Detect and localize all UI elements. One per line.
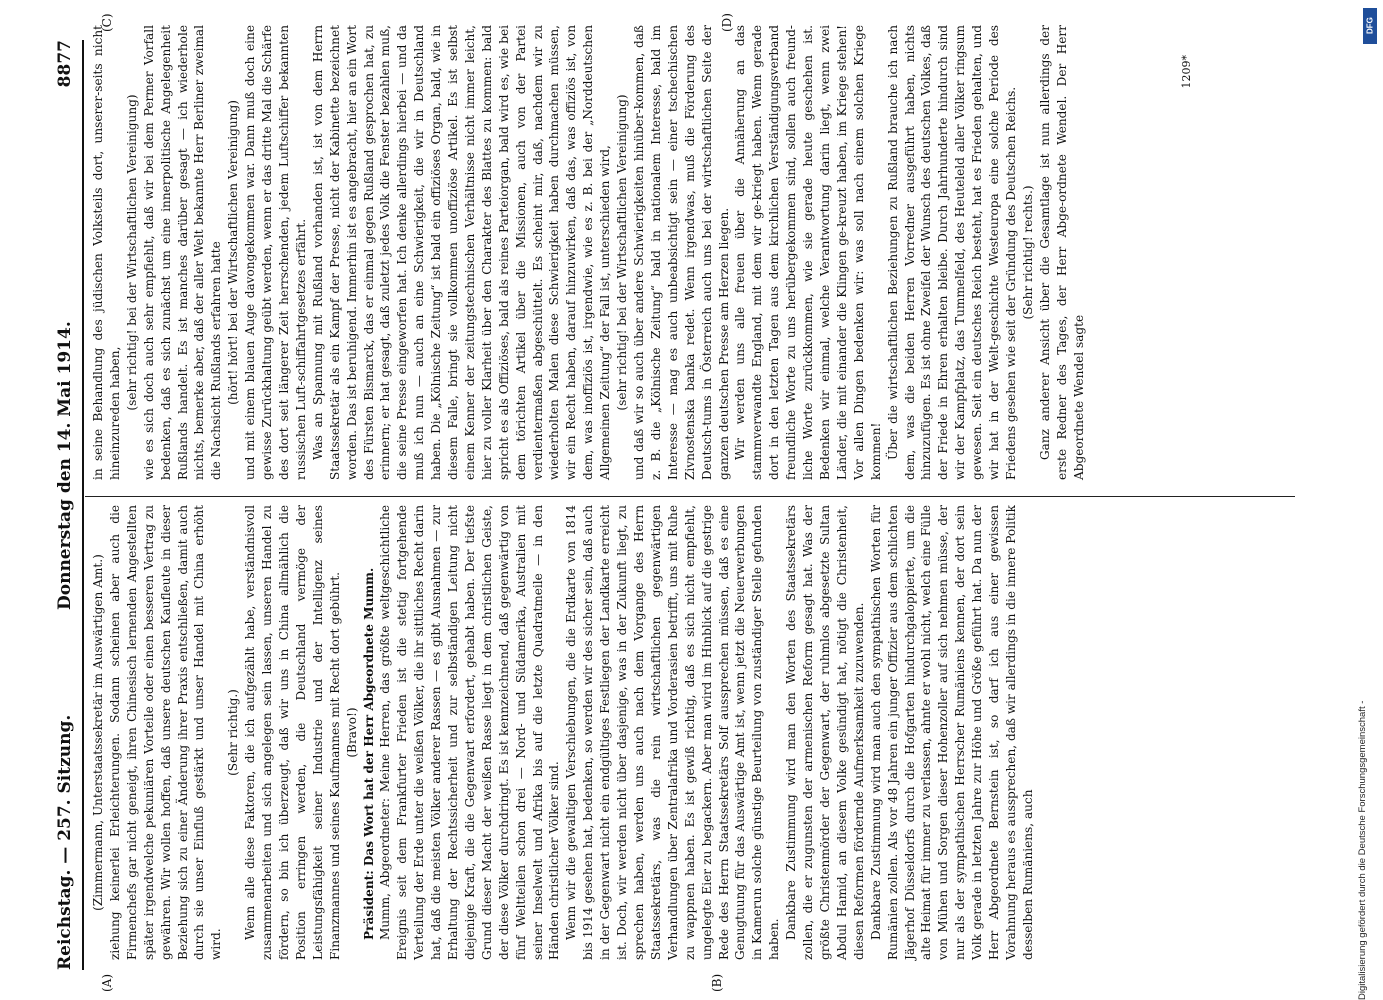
header-left: Reichstag. — 257. Sitzung. (55, 714, 75, 970)
paragraph: Wenn wir die gewaltigen Verschiebungen, die die Erdkarte von 1814 bis 1914 gesehen hat, bedenken, so werden wir des sicher sein, daß auch in der Gegenwart nicht ein endgültiges Festliegen der Landkarte erreicht ist. Doch, wir werden nicht über dasjenige, was in der Zukunft liegt, zu sprechen haben, werden uns auch nach dem Vorgange des Herrn Staatssekretärs, was die rein wirtschaftlichen gegenwärtigen Verhandlungen über Zentralafrika und Vorderasien betrifft, uns mit Ruhe zu wappnen haben. Es ist gewiß richtig, daß es sich nicht empfiehlt, ungelegte Eier zu begackern. Aber man wird im Hinblick auf die gestrige Rede des Herrn Staatssekretärs Solf aussprechen müssen, daß es eine Genugtuung für das Auswärtige Amt ist, wenn jetzt die Neuerwerbungen in Kamerun solche günstige Beurteilung von zuständiger Stelle gefunden haben. (564, 505, 782, 960)
column-divider (85, 496, 1295, 497)
paragraph: Ganz anderer Ansicht über die Gesamtlage ist nun allerdings der erste Redner des Tages, der Herr Abge-ordnete Wendel. Der Herr Abgeordnete Wendel sagte (1037, 25, 1086, 480)
header-date: Donnerstag den 14. Mai 1914. (55, 321, 75, 610)
margin-mark-c: (C) (100, 13, 114, 32)
paragraph: Was an Spannung mit Rußland vorhanden ist, ist von dem Herrn Staatssekretär als ein Kampf der Presse, nicht der Kabinette bezeichnet worden. Das ist beruhigend. Immerhin ist es angebracht, hier an ein Wort des Fürsten Bismarck, das er einmal gegen Rußland gesprochen hat, zu erinnern; er hat gesagt, daß zuletzt jedes Volk die Fenster bezahlen muß, die seine Presse eingeworfen hat. Ich denke allerdings hierbei — und da muß ich nun — auch an eine Schwierigkeit, die wir in Deutschland haben. Die „Kölnische Zeitung“ ist bald ein offiziöses Organ, bald, wie in diesem Falle, bringt sie vollkommen unoffiziöse Artikel. Es ist selbst einem Kenner der zeitungstechnischen Verhältnisse nicht immer leicht, hier zu voller Klarheit über den Charakter des Blattes zu kommen: bald spricht es als Offiziöses, bald als reines Parteiorgan, bald wird es, wie bei dem törichten Artikel über die Missionen, auch von der Partei verdientermaßen abgeschüttelt. Es scheint mir, daß, nachdem wir zu wiederholten Malen diese Schwierigkeit haben durchmachen müssen, wir ein Recht haben, darauf hinzuwirken, daß das, was offiziös ist, von dem, was inoffiziös ist, irgendwie, wie es z. B. bei der „Norddeutschen Allgemeinen Zeitung“ der Fall ist, unterschieden wird, (310, 25, 613, 480)
signature-mark: 1209* (1180, 55, 1193, 89)
column-left (90, 505, 1037, 960)
interjection: (Sehr richtig! rechts.) (1020, 185, 1035, 320)
interjection: (Bravo!) (344, 707, 359, 758)
margin-mark-a: (A) (100, 973, 114, 992)
paragraph: Dankbare Zustimmung wird man den Worten des Staatssekretärs zollen, die er zugunsten der armenischen Reform gesagt hat. Was der größte Christenmörder der Gegenwart, der ruhmlos abgesetzte Sultan Abdul Hamid, an diesem Volke gesündigt hat, nötigt die Christenheit, diesen Reformen fördernde Aufmerksamkeit zuzuwenden. (784, 505, 866, 960)
header-rule (82, 40, 84, 970)
dfg-logo: DFG (1363, 8, 1377, 44)
column-right (90, 25, 1087, 480)
paragraph: Dankbare Zustimmung wird man auch den sympathischen Worten für Rumänien zollen. Als vor 48 Jahren ein junger Offizier aus dem schlichten Jägerhof Düsseldorfs durch die Hofgarten hindurchgaloppierte, um die alte Heimat für immer zu verlassen, ahnte er wohl nicht, welch eine Fülle von Mühen und Sorgen dieser Hohenzoller auf sich nehmen müsse, der nur als der sympathischen Herrscher Rumäniens kennen, der dort sein Volk gerade in letzten Jahre zur Höhe und Größe geführt hat. Da nun der Herr Abgeordnete Bernstein ist, so darf ich aus einer gewissen Vorahnung heraus es aussprechen, daß wir allerdings in die innere Politik desselben Rumäniens, auch (868, 505, 1035, 960)
paragraph: und daß wir so auch über andere Schwierigkeiten hinüber-kommen, daß z. B. die „Kölnische Zeitung“ bald in nationalem Interesse, bald im Interesse — mag es auch unbeabsichtigt sein — einer tschechischen Zivnostenska banka redet. Wenn irgendwas, muß die Förderung des Deutsch-tums in Österreich auch uns bei der wirtschaftlichen Seite der ganzen deutschen Presse am Herzen liegen. (632, 25, 731, 480)
margin-mark-d: (D) (720, 13, 734, 32)
paragraph: Mumm, Abgeordneter: Meine Herren, das größte weltgeschichtliche Ereignis seit dem Frankfurter Frieden ist die stetig fortgehende Verteilung der Erde unter die weißen Völker, die ihr sittliches Recht darin hat, daß die meisten Völker anderer Rassen — es gibt Ausnahmen — zur Erhaltung der Rechtssicherheit und zur selbständigen Leitung nicht diejenige Kraft, die die Gegenwart erfordert, gehabt haben. Der tiefste Grund dieser Macht der weißen Rasse liegt in dem christlichen Geiste, der diese Völker durchdringt. Es ist kennzeichnend, daß gegenwärtig von fünf Weltteilen schon drei — Nord- und Südamerika, Australien mit seiner Inselwelt und Afrika bis auf die letzte Quadratmeile — in den Händen christlicher Völker sind. (378, 505, 562, 960)
page-header (55, 40, 81, 970)
credit-text: Digitalisierung gefördert durch die Deutsche Forschungsgemeinschaft - (1357, 700, 1368, 1000)
paragraph: wie es sich doch auch sehr empfiehlt, daß wir bei dem Permer Vorfall bedenken, daß es sich zunächst um eine innerpolitische Angelegenheit Rußlands handelt. Es ist manches darüber gesagt — ich wiederhole nichts, bemerke aber, daß der aller Welt bekannte Herr Berliner zweimal die Nachsicht Rußlands erfahren hatte (141, 25, 224, 480)
paragraph: Wir werden uns alle freuen über die Annäherung an das stammverwandte England, mit dem wir ge-kriegt haben. Wenn gerade dort in den letzten Tagen aus dem kirchlichen Verständigungsverband freundliche Worte zu uns herübergekommen sind, sollen auch freund-liche Worte zurückkommen, wie sie gerade heute geschehen ist. Bedenken wir einmal, welche Verantwortung darin liegt, wenn zwei Länder, die mit einander die Klingen ge-kreuzt haben, im Kriege stehen! Vor allen Dingen bedenken wir: was soll nach einem solchen Kriege kommen! (733, 25, 883, 480)
speaker-head: (Zimmermann, Unterstaatssekretär im Auswärtigen Amt.) (91, 554, 105, 911)
interjection: (sehr richtig! bei der Wirtschaftlichen Vereinigung) (615, 94, 630, 411)
interjection: (sehr richtig! bei der Wirtschaftlichen Vereinigung) (124, 94, 139, 411)
interjection: (hört! hört! bei der Wirtschaftlichen Vereinigung) (226, 100, 241, 405)
paragraph: Über die wirtschaftlichen Beziehungen zu Rußland brauche ich nach dem, was die beiden Herren Vorredner ausgeführt haben, nichts hinzuzufügen. Es ist ohne Zweifel der Wunsch des deutschen Volkes, daß der Friede in Ehren erhalten bleibe. Durch Jahrhunderte hindurch sind wir der Kampfplatz, das Tummelfeld, des Heuteleld aller Völker ringsum gewesen. Seit ein deutsches Reich besteht, hat es Frieden gehalten, und wir hat in der Welt-geschichte Westeuropa eine solche Periode des Friedens gesehen wie seit der Gründung des Deutschen Reichs. (885, 25, 1018, 480)
digitization-credit (1357, 10, 1377, 1000)
president-line: Präsident: Das Wort hat der Herr Abgeordnete Mumm. (361, 567, 376, 940)
paragraph: und mit einem blauen Auge davongekommen war. Dann muß doch eine gewisse Zurückhaltung geübt werden, wenn er das dritte Mal die Schärfe des dort seit längerer Zeit herrschenden, jedem Luftschiffer bekannten russischen Luft-schiffahrtgesetzes erfährt. (243, 25, 308, 480)
page-number: 8877 (55, 40, 75, 88)
margin-mark-b: (B) (710, 973, 724, 992)
interjection: (Sehr richtig.) (226, 689, 241, 776)
paragraph: in seine Behandlung des jüdischen Volksteils dort, unserer-seits nicht hineinzureden haben, (91, 25, 122, 480)
paragraph: Wenn alle diese Faktoren, die ich aufgezählt habe, verständnisvoll zusammenarbeiten und sich angelegen sein lassen, unseren Handel zu fördern, so bin ich überzeugt, daß wir uns in China allmählich die Position erringen werden, die Deutschland vermöge der Leistungsfähigkeit seiner Industrie und der Intelligenz seines Finanzmannes und seines Kaufmannes mit Recht dort gebührt. (243, 505, 342, 960)
paragraph: ziehung keinerlei Erleichterungen. Sodann scheinen aber auch die Firmenchefs gar nicht geneigt, ihren Chinesisch lernenden Angestellten später irgendwelche pekuniären Vorteile oder einen besseren Vertrag zu gewähren. Wir wollen hoffen, daß unsere deutschen Kaufleute in dieser Beziehung sich zu einer Änderung ihrer Praxis entschließen, damit auch durch sie unser Einfluß gestärkt und unser Handel mit China erhöht wird. (107, 505, 224, 960)
